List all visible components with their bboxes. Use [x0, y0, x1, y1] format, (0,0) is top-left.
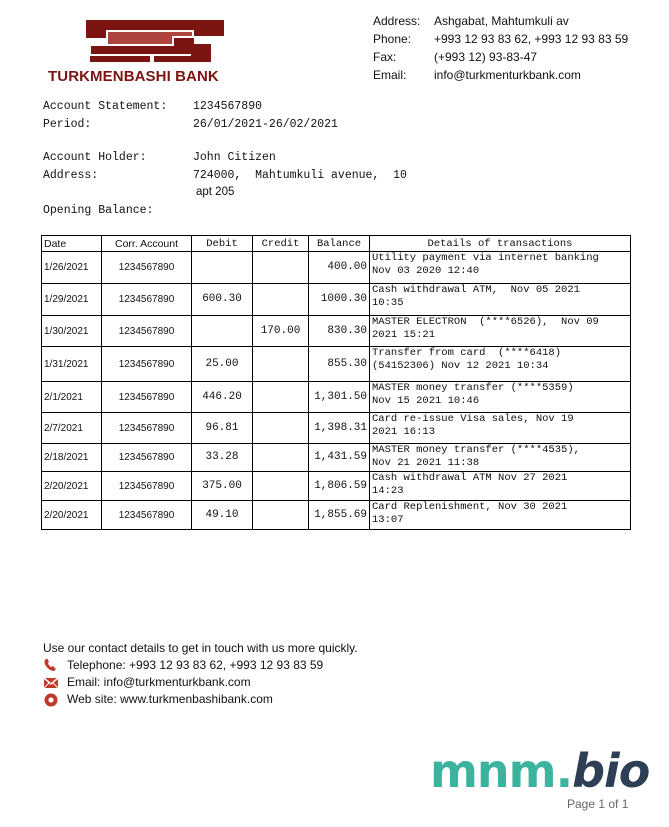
- cell-debit: 446.20: [192, 382, 253, 413]
- cell-corr-account: 1234567890: [102, 284, 192, 316]
- contact-fax: Fax: (+993 12) 93-83-47: [373, 50, 538, 64]
- details-line: 2021 16:13: [372, 426, 436, 438]
- period-label: Period:: [43, 118, 92, 131]
- opening-balance-label: Opening Balance:: [43, 204, 154, 217]
- contact-address: Address: Ashgabat, Mahtumkuli av: [373, 14, 569, 28]
- cell-balance: 1,398.31: [309, 413, 370, 444]
- cell-balance: 1,431.59: [309, 444, 370, 472]
- cell-details: [370, 252, 631, 284]
- page-number: Page 1 of 1: [567, 797, 629, 811]
- cell-details: [370, 382, 631, 413]
- col-details: Details of transactions: [370, 236, 631, 252]
- holder-value: John Citizen: [193, 151, 276, 164]
- cell-date: 2/18/2021: [42, 444, 102, 472]
- cell-date: 1/31/2021: [42, 347, 102, 382]
- period-value: 26/01/2021-26/02/2021: [193, 118, 338, 131]
- details-line: MASTER ELECTRON (****6526), Nov 09: [372, 316, 599, 328]
- cell-corr-account: 1234567890: [102, 472, 192, 501]
- cell-date: 1/30/2021: [42, 316, 102, 347]
- cell-corr-account: 1234567890: [102, 347, 192, 382]
- col-balance: Balance: [309, 236, 370, 252]
- details-line: Cash withdrawal ATM Nov 27 2021: [372, 472, 568, 484]
- bank-name: TURKMENBASHI BANK: [48, 68, 219, 85]
- details-line: Cash withdrawal ATM, Nov 05 2021: [372, 284, 580, 296]
- footer-website: Web site: www.turkmenbashibank.com: [67, 692, 273, 706]
- cell-debit: [192, 252, 253, 284]
- col-corr-account: Corr. Account: [102, 236, 192, 252]
- cell-corr-account: 1234567890: [102, 382, 192, 413]
- cell-credit: [253, 252, 309, 284]
- col-date: Date: [42, 236, 102, 252]
- cell-debit: [192, 316, 253, 347]
- cell-date: 2/20/2021: [42, 472, 102, 501]
- contact-email: Email: info@turkmenturkbank.com: [373, 68, 581, 82]
- cell-details: [370, 444, 631, 472]
- details-line: MASTER money transfer (****5359): [372, 382, 574, 394]
- cell-credit: 170.00: [253, 316, 309, 347]
- table-row: [42, 347, 631, 382]
- cell-credit: [253, 284, 309, 316]
- address-label: Address:: [43, 169, 99, 182]
- details-line: (54152306) Nov 12 2021 10:34: [372, 360, 549, 372]
- cell-details: [370, 347, 631, 382]
- cell-balance: 1000.30: [309, 284, 370, 316]
- col-credit: Credit: [253, 236, 309, 252]
- cell-debit: 33.28: [192, 444, 253, 472]
- cell-credit: [253, 472, 309, 501]
- cell-credit: [253, 382, 309, 413]
- cell-credit: [253, 413, 309, 444]
- col-debit: Debit: [192, 236, 253, 252]
- cell-corr-account: 1234567890: [102, 413, 192, 444]
- transactions-table: [41, 235, 631, 530]
- cell-details: [370, 501, 631, 530]
- bank-logo: [46, 10, 236, 90]
- details-line: 10:35: [372, 297, 404, 309]
- cell-date: 2/20/2021: [42, 501, 102, 530]
- footer-email: Email: info@turkmenturkbank.com: [67, 675, 251, 689]
- details-line: Nov 03 2020 12:40: [372, 265, 480, 277]
- details-line: Card Replenishment, Nov 30 2021: [372, 501, 568, 513]
- cell-corr-account: 1234567890: [102, 444, 192, 472]
- details-line: 14:23: [372, 485, 404, 497]
- table-row: [42, 501, 631, 530]
- contact-phone: Phone: +993 12 93 83 62, +993 12 93 83 59: [373, 32, 629, 46]
- phone-icon: [43, 658, 59, 672]
- details-line: Card re-issue Visa sales, Nov 19: [372, 413, 574, 425]
- details-line: Nov 15 2021 10:46: [372, 395, 480, 407]
- table-row: [42, 444, 631, 472]
- table-row: [42, 472, 631, 501]
- table-row: [42, 413, 631, 444]
- footer-telephone: Telephone: +993 12 93 83 62, +993 12 93 83 59: [67, 658, 324, 672]
- cell-details: [370, 316, 631, 347]
- cell-balance: 830.30: [309, 316, 370, 347]
- details-line: Nov 21 2021 11:38: [372, 457, 480, 469]
- details-line: Utility payment via internet banking: [372, 252, 599, 264]
- table-row: [42, 316, 631, 347]
- cell-details: [370, 472, 631, 501]
- details-line: 2021 15:21: [372, 329, 436, 341]
- table-row: [42, 252, 631, 284]
- cell-date: 2/7/2021: [42, 413, 102, 444]
- account-number: 1234567890: [193, 100, 263, 113]
- details-line: Transfer from card (****6418): [372, 347, 562, 359]
- address-line1: 724000, Mahtumkuli avenue, 10: [193, 169, 407, 182]
- account-statement-label: Account Statement:: [43, 100, 168, 113]
- cell-date: 1/26/2021: [42, 252, 102, 284]
- cell-balance: 1,806.59: [309, 472, 370, 501]
- table-row: [42, 382, 631, 413]
- cell-corr-account: 1234567890: [102, 316, 192, 347]
- cell-balance: 1,855.69: [309, 501, 370, 530]
- cell-credit: [253, 444, 309, 472]
- holder-label: Account Holder:: [43, 151, 147, 164]
- cell-debit: 49.10: [192, 501, 253, 530]
- bank-logo-mark-icon: [46, 10, 236, 68]
- table-header-row: [42, 236, 631, 252]
- cell-credit: [253, 347, 309, 382]
- cell-details: [370, 284, 631, 316]
- address-line2: apt 205: [196, 186, 235, 198]
- cell-balance: 855.30: [309, 347, 370, 382]
- footer-intro: Use our contact details to get in touch with us more quickly.: [43, 641, 358, 655]
- cell-balance: 400.00: [309, 252, 370, 284]
- watermark-logo: mnm.bio: [430, 744, 650, 798]
- details-line: MASTER money transfer (****4535),: [372, 444, 580, 456]
- cell-debit: 600.30: [192, 284, 253, 316]
- cell-corr-account: 1234567890: [102, 252, 192, 284]
- table-row: [42, 284, 631, 316]
- cell-debit: 96.81: [192, 413, 253, 444]
- web-icon: [43, 693, 59, 707]
- header-contact: [373, 12, 628, 84]
- cell-balance: 1,301.50: [309, 382, 370, 413]
- details-line: 13:07: [372, 514, 404, 526]
- cell-debit: 25.00: [192, 347, 253, 382]
- cell-date: 1/29/2021: [42, 284, 102, 316]
- cell-corr-account: 1234567890: [102, 501, 192, 530]
- cell-date: 2/1/2021: [42, 382, 102, 413]
- mail-icon: [43, 676, 59, 690]
- cell-credit: [253, 501, 309, 530]
- cell-debit: 375.00: [192, 472, 253, 501]
- cell-details: [370, 413, 631, 444]
